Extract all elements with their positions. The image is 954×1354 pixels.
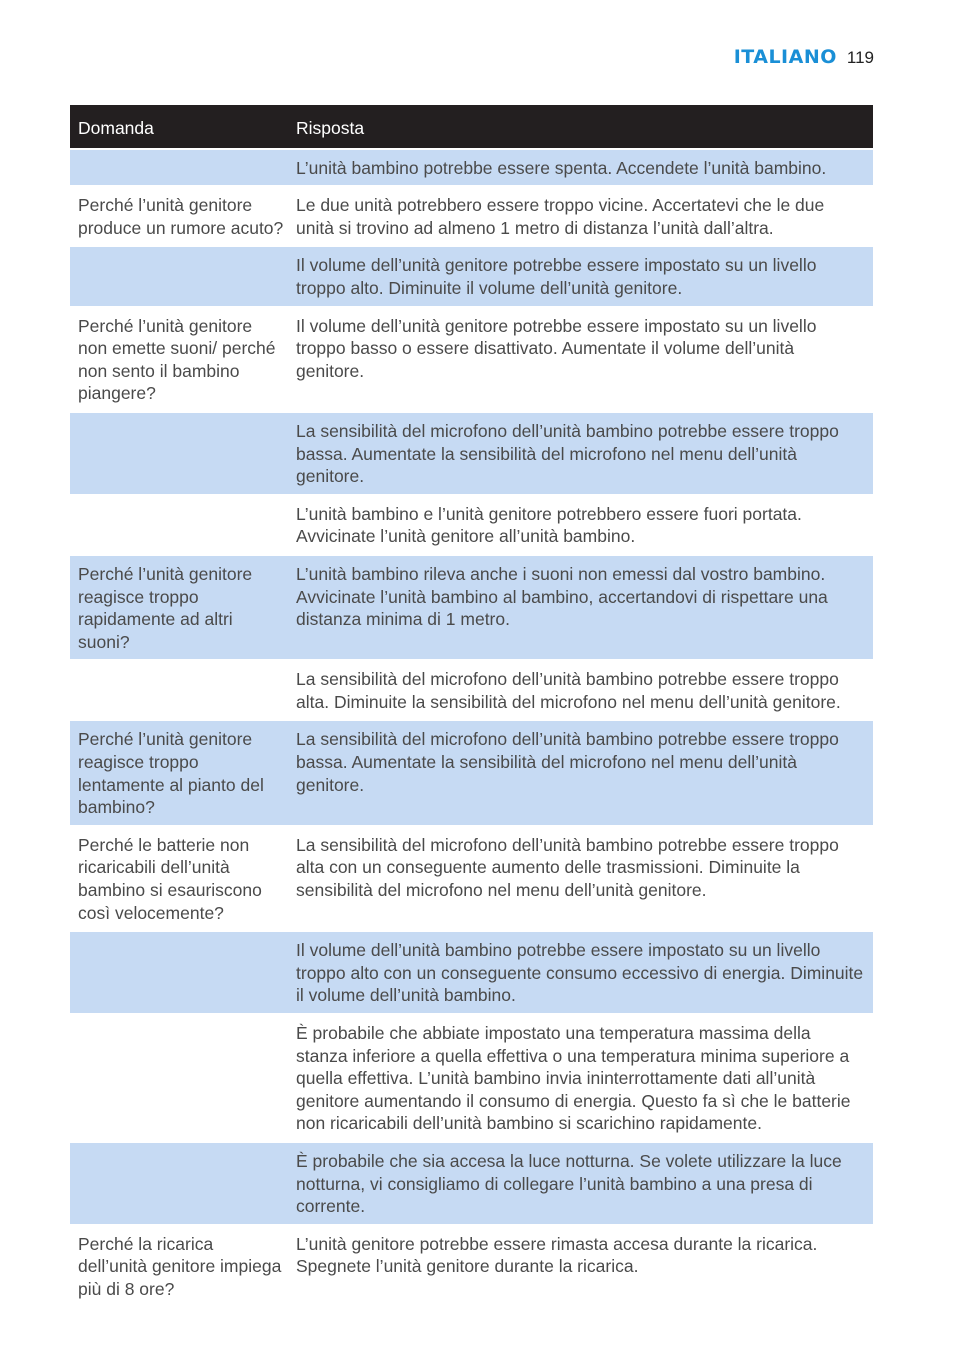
question-cell	[70, 149, 288, 187]
page-header	[734, 46, 874, 68]
answer-cell: Il volume dell’unità genitore potrebbe essere impostato su un livello troppo alto. Diminuite il volume dell’unità genitore.	[288, 246, 873, 306]
question-cell	[70, 1142, 288, 1225]
question-cell: Perché l’unità genitore reagisce troppo rapidamente ad altri suoni?	[70, 555, 288, 660]
language-label: ITALIANO	[733, 46, 837, 68]
answer-cell: Il volume dell’unità genitore potrebbe essere impostato su un livello troppo basso o essere disattivato. Aumentate il volume dell’unità genitore.	[288, 307, 873, 412]
question-cell	[70, 1014, 288, 1142]
table-row	[70, 307, 873, 412]
question-cell: Perché l’unità genitore reagisce troppo lentamente al pianto del bambino?	[70, 720, 288, 825]
column-header-question: Domanda	[70, 105, 288, 149]
table-row	[70, 826, 873, 931]
page-number: 119	[846, 48, 874, 67]
question-cell	[70, 931, 288, 1014]
table-row	[70, 931, 873, 1014]
faq-body	[70, 149, 873, 1307]
answer-cell: L’unità genitore potrebbe essere rimasta accesa durante la ricarica. Spegnete l’unità genitore durante la ricarica.	[288, 1225, 873, 1307]
table-row	[70, 1225, 873, 1307]
question-cell	[70, 660, 288, 720]
table-row	[70, 720, 873, 825]
table-row	[70, 149, 873, 187]
table-row	[70, 246, 873, 306]
question-cell: Perché l’unità genitore produce un rumore acuto?	[70, 186, 288, 246]
table-row	[70, 1142, 873, 1225]
answer-cell: La sensibilità del microfono dell’unità bambino potrebbe essere troppo alta. Diminuite la sensibilità del microfono nel menu dell’unità genitore.	[288, 660, 873, 720]
question-cell	[70, 495, 288, 555]
table-header-row	[70, 105, 873, 149]
table-row	[70, 495, 873, 555]
question-cell	[70, 246, 288, 306]
answer-cell: È probabile che abbiate impostato una temperatura massima della stanza inferiore a quella effettiva o una temperatura minima superiore a quella effettiva. L’unità bambino invia ininterrottamente dati all’unità genitore aumentando il consumo di energia. Questo fa sì che le batterie non ricaricabili dell’unità bambino si scarichino rapidamente.	[288, 1014, 873, 1142]
column-header-answer: Risposta	[288, 105, 873, 149]
faq-table	[70, 105, 873, 1307]
answer-cell: L’unità bambino potrebbe essere spenta. Accendete l’unità bambino.	[288, 149, 873, 187]
answer-cell: Le due unità potrebbero essere troppo vicine. Accertatevi che le due unità si trovino ad almeno 1 metro di distanza l’unità dall’altra.	[288, 186, 873, 246]
table-row	[70, 660, 873, 720]
table-row	[70, 1014, 873, 1142]
answer-cell: È probabile che sia accesa la luce notturna. Se volete utilizzare la luce notturna, vi consigliamo di collegare l’unità bambino a una presa di corrente.	[288, 1142, 873, 1225]
answer-cell: La sensibilità del microfono dell’unità bambino potrebbe essere troppo alta con un conseguente aumento delle trasmissioni. Diminuite la sensibilità del microfono nel menu dell’unità genitore.	[288, 826, 873, 931]
table-row	[70, 412, 873, 495]
question-cell	[70, 412, 288, 495]
answer-cell: Il volume dell’unità bambino potrebbe essere impostato su un livello troppo alto con un conseguente consumo eccessivo di energia. Diminuite il volume dell’unità bambino.	[288, 931, 873, 1014]
answer-cell: L’unità bambino e l’unità genitore potrebbero essere fuori portata. Avvicinate l’unità genitore all’unità bambino.	[288, 495, 873, 555]
question-cell: Perché la ricarica dell’unità genitore impiega più di 8 ore?	[70, 1225, 288, 1307]
question-cell: Perché le batterie non ricaricabili dell’unità bambino si esauriscono così velocemente?	[70, 826, 288, 931]
answer-cell: La sensibilità del microfono dell’unità bambino potrebbe essere troppo bassa. Aumentate la sensibilità del microfono nel menu dell’unità genitore.	[288, 412, 873, 495]
answer-cell: La sensibilità del microfono dell’unità bambino potrebbe essere troppo bassa. Aumentate la sensibilità del microfono nel menu dell’unità genitore.	[288, 720, 873, 825]
table-row	[70, 555, 873, 660]
question-cell: Perché l’unità genitore non emette suoni/ perché non sento il bambino piangere?	[70, 307, 288, 412]
table-row	[70, 186, 873, 246]
answer-cell: L’unità bambino rileva anche i suoni non emessi dal vostro bambino. Avvicinate l’unità bambino al bambino, accertandovi di rispettare una distanza minima di 1 metro.	[288, 555, 873, 660]
